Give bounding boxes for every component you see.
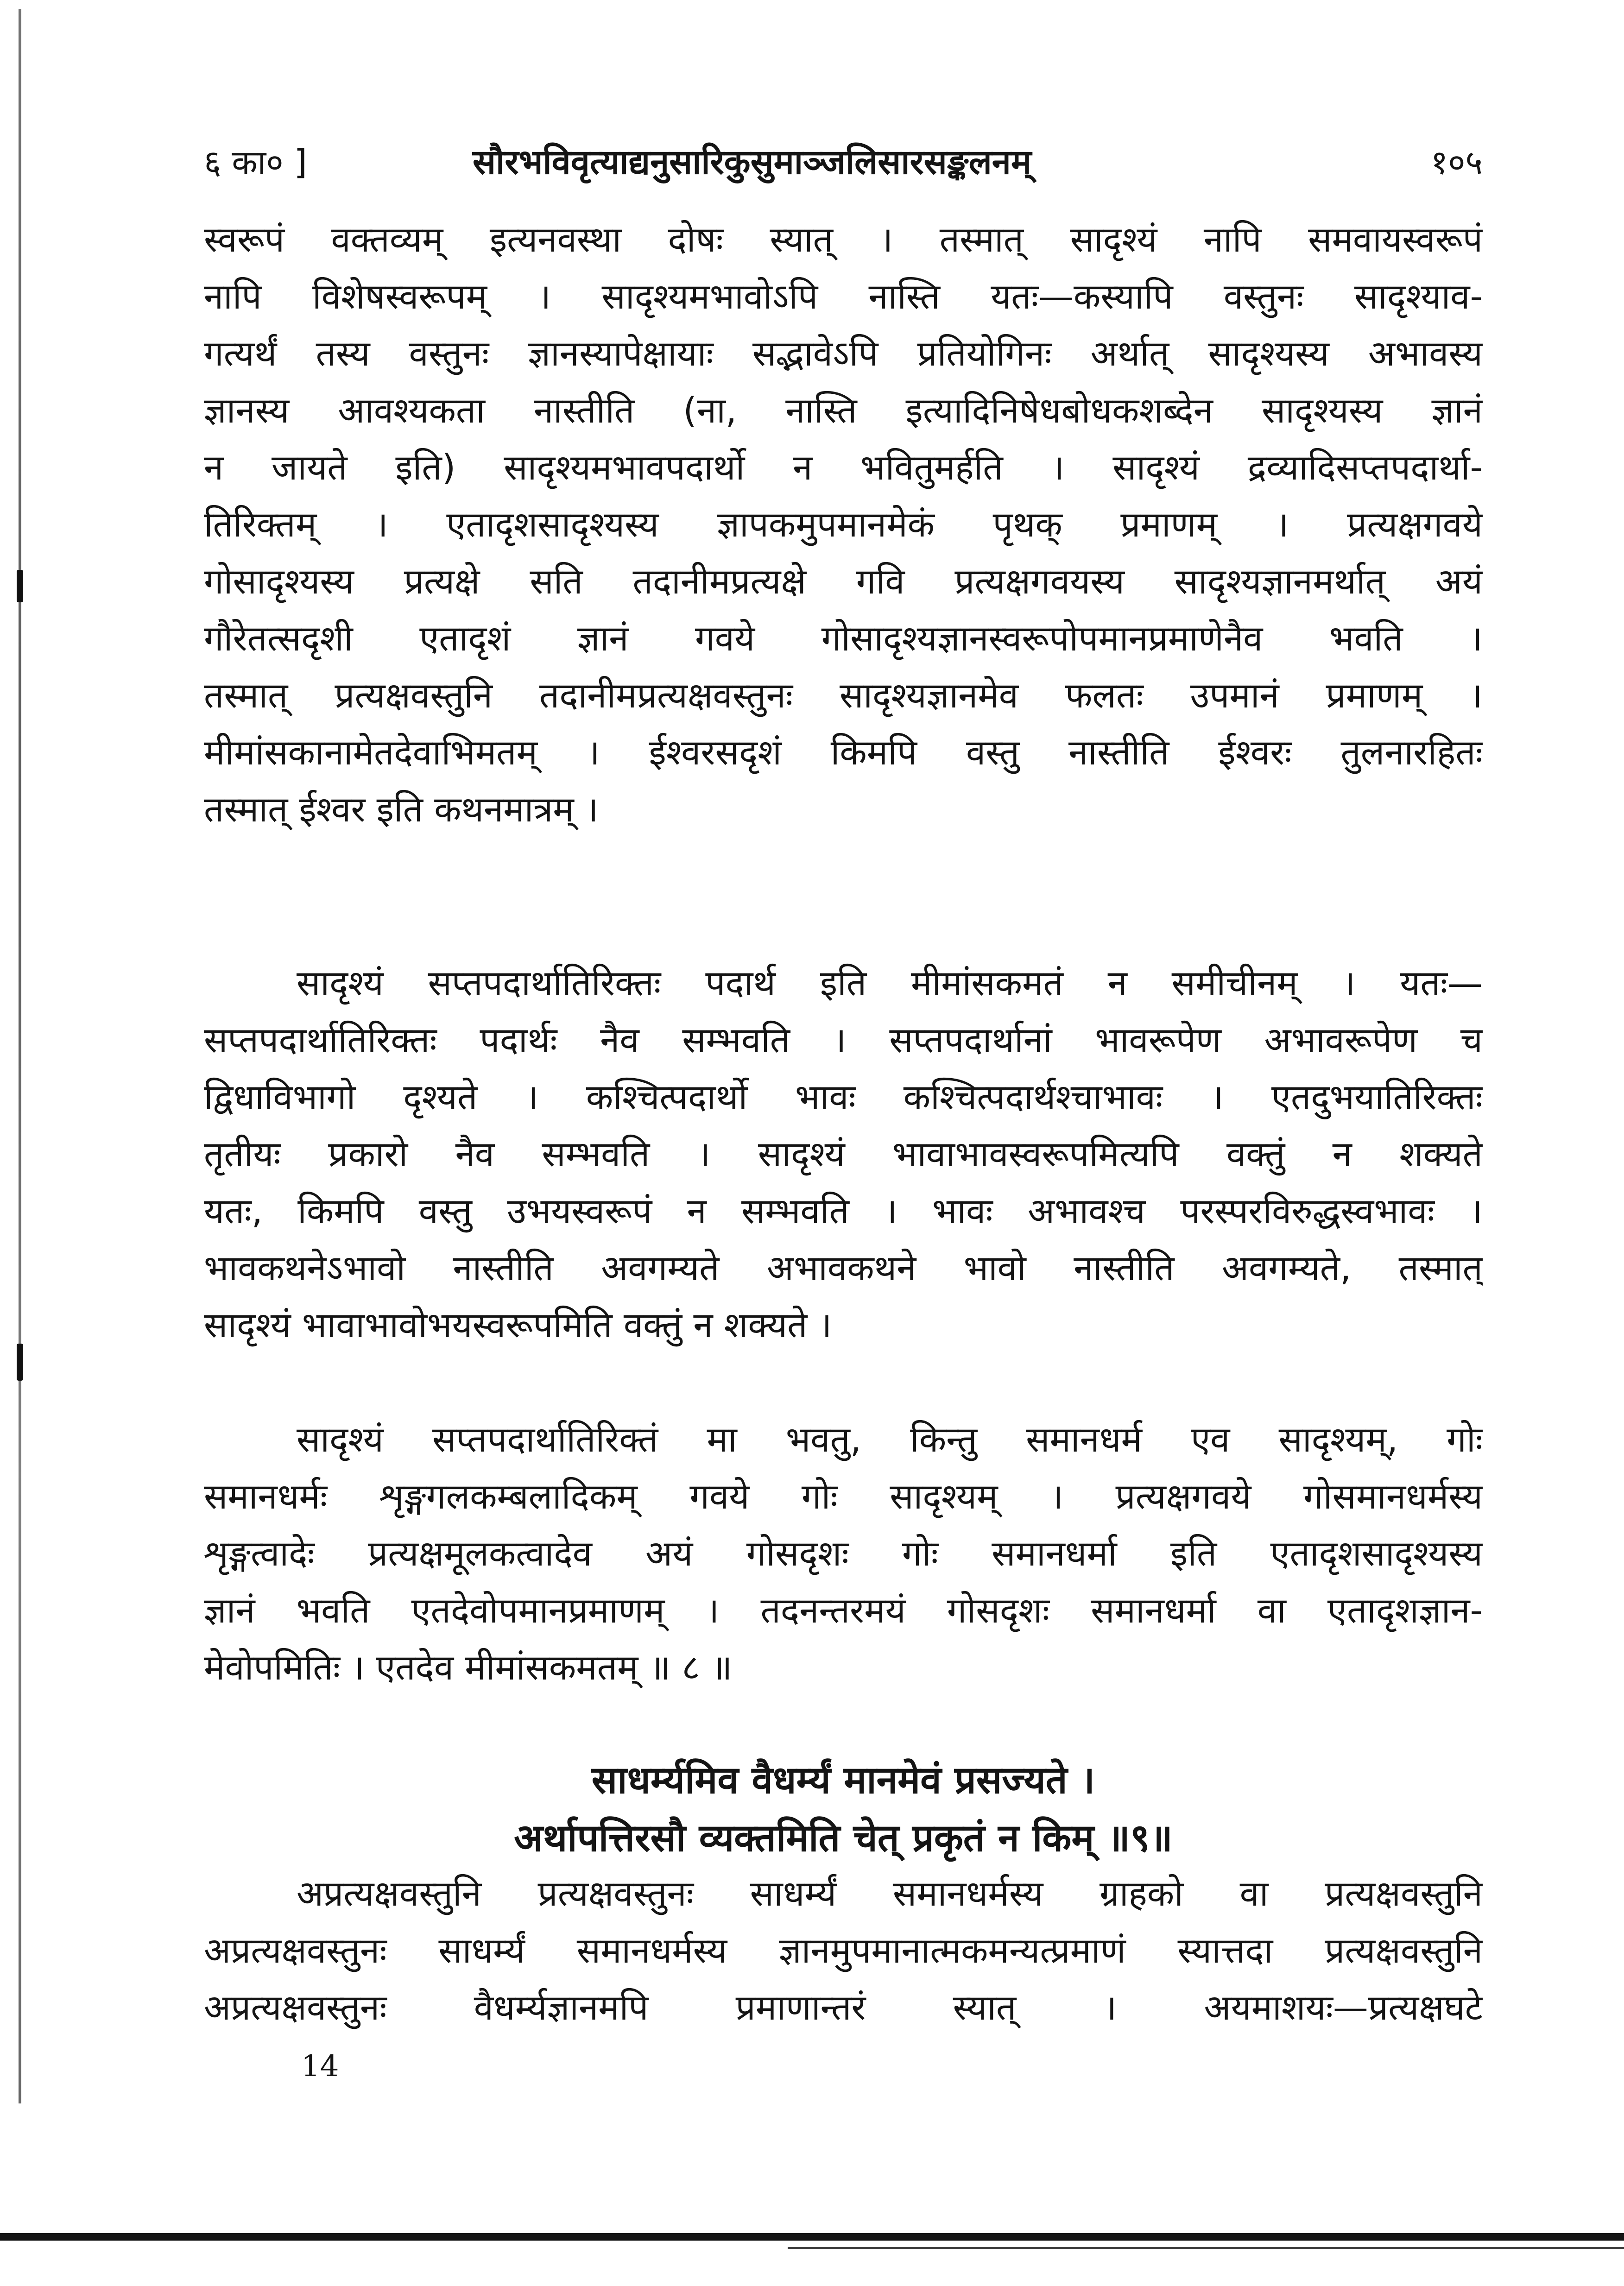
paragraph-4 — [204, 1865, 1483, 2036]
running-header — [204, 139, 1483, 190]
verse-line: साधर्म्यमिव वैधर्म्यं मानमेवं प्रसज्यते । — [591, 1758, 1095, 1802]
text-line: सादृश्यं सप्तपदार्थातिरिक्तः पदार्थ इति मीमांसकमतं न समीचीनम् । यतः— — [297, 962, 1483, 1004]
paragraph-1 — [204, 211, 1483, 838]
text-line: स्वरूपं वक्तव्यम् इत्यनवस्था दोषः स्यात् । तस्मात् सादृश्यं नापि समवायस्वरूपं — [204, 219, 1483, 260]
text-line: अप्रत्यक्षवस्तुनः साधर्म्यं समानधर्मस्य ज्ञानमुपमानात्मकमन्यत्प्रमाणं स्यात्तदा प्रत्यक्षवस्तुनि — [204, 1930, 1483, 1971]
text-line: सादृश्यं सप्तपदार्थातिरिक्तं मा भवतु, किन्तु समानधर्म एव सादृश्यम्, गोः — [297, 1419, 1483, 1460]
scan-margin-mark — [17, 1344, 23, 1381]
text-line: मेवोपमितिः । एतदेव मीमांसकमतम् ॥ ८ ॥ — [204, 1647, 733, 1688]
text-line: सादृश्यं भावाभावोभयस्वरूपमिति वक्तुं न शक्यते । — [204, 1304, 832, 1345]
scan-bottom-edge — [0, 2233, 1624, 2241]
text-line: तस्मात् ईश्वर इति कथनमात्रम् । — [204, 789, 599, 830]
paragraph-3 — [204, 1411, 1483, 1696]
text-line: तस्मात् प्रत्यक्षवस्तुनि तदानीमप्रत्यक्षवस्तुनः सादृश्यज्ञानमेव फलतः उपमानं प्रमाणम् । — [204, 675, 1483, 716]
text-line: ज्ञानस्य आवश्यकता नास्तीति (ना, नास्ति इत्यादिनिषेधबोधकशब्देन सादृश्यस्य ज्ञानं — [204, 390, 1483, 431]
paragraph-2 — [204, 954, 1483, 1353]
text-line: नापि विशेषस्वरूपम् । सादृश्यमभावोऽपि नास्ति यतः—कस्यापि वस्तुनः सादृश्याव- — [204, 276, 1483, 317]
text-line: न जायते इति) सादृश्यमभावपदार्थो न भवितुमर्हति । सादृश्यं द्रव्यादिसप्तपदार्था- — [204, 447, 1483, 488]
text-line: गोसादृश्यस्य प्रत्यक्षे सति तदानीमप्रत्यक्षे गवि प्रत्यक्षगवयस्य सादृश्यज्ञानमर्थात् अयं — [204, 561, 1483, 602]
scan-margin-line — [19, 9, 21, 2103]
text-line: गौरेतत्सदृशी एतादृशं ज्ञानं गवये गोसादृश्यज्ञानस्वरूपोपमानप्रमाणेनैव भवति । — [204, 618, 1483, 659]
scan-margin-mark — [17, 570, 23, 602]
text-line: यतः, किमपि वस्तु उभयस्वरूपं न सम्भवति । भावः अभावश्च परस्परविरुद्धस्वभावः । — [204, 1190, 1483, 1231]
text-line: गत्यर्थं तस्य वस्तुनः ज्ञानस्यापेक्षायाः सद्भावेऽपि प्रतियोगिनः अर्थात् सादृश्यस्य अभावस्य — [204, 333, 1483, 374]
header-title: सौरभविवृत्याद्यनुसारिकुसुमाञ्जलिसारसङ्कलनम् — [473, 142, 1032, 182]
text-line: द्विधाविभागो दृश्यते । कश्चित्पदार्थो भावः कश्चित्पदार्थश्चाभावः । एतदुभयातिरिक्तः — [204, 1076, 1483, 1118]
verse-line: अर्थापत्तिरसौ व्यक्तमिति चेत् प्रकृतं न किम् ॥९॥ — [514, 1816, 1173, 1860]
text-line: अप्रत्यक्षवस्तुनि प्रत्यक्षवस्तुनः साधर्म्यं समानधर्मस्य ग्राहको वा प्रत्यक्षवस्तुनि — [297, 1873, 1483, 1914]
text-line: सप्तपदार्थातिरिक्तः पदार्थः नैव सम्भवति । सप्तपदार्थानां भावरूपेण अभावरूपेण च — [204, 1019, 1483, 1061]
signature-number: 14 — [301, 2049, 339, 2084]
text-line: ज्ञानं भवति एतदेवोपमानप्रमाणम् । तदनन्तरमयं गोसदृशः समानधर्मा वा एतादृशज्ञान- — [204, 1590, 1483, 1631]
page-number: १०५ — [1430, 143, 1483, 182]
verse-karika — [204, 1751, 1483, 1867]
header-chapter-ref: ६ का० ] — [204, 143, 307, 182]
text-line: तिरिक्तम् । एतादृशसादृश्यस्य ज्ञापकमुपमानमेकं पृथक् प्रमाणम् । प्रत्यक्षगवये — [204, 504, 1483, 545]
text-line: अप्रत्यक्षवस्तुनः वैधर्म्यज्ञानमपि प्रमाणान्तरं स्यात् । अयमाशयः—प्रत्यक्षघटे — [204, 1987, 1483, 2028]
text-line: समानधर्मः शृङ्गगलकम्बलादिकम् गवये गोः सादृश्यम् । प्रत्यक्षगवये गोसमानधर्मस्य — [204, 1476, 1483, 1517]
text-line: शृङ्गत्वादेः प्रत्यक्षमूलकत्वादेव अयं गोसदृशः गोः समानधर्मा इति एतादृशसादृश्यस्य — [204, 1533, 1483, 1574]
text-line: मीमांसकानामेतदेवाभिमतम् । ईश्वरसदृशं किमपि वस्तु नास्तीति ईश्वरः तुलनारहितः — [204, 732, 1483, 773]
text-line: भावकथनेऽभावो नास्तीति अवगम्यते अभावकथने भावो नास्तीति अवगम्यते, तस्मात् — [204, 1247, 1483, 1288]
scan-bottom-edge-thin — [788, 2247, 1624, 2249]
text-line: तृतीयः प्रकारो नैव सम्भवति । सादृश्यं भावाभावस्वरूपमित्यपि वक्तुं न शक्यते — [204, 1133, 1483, 1175]
